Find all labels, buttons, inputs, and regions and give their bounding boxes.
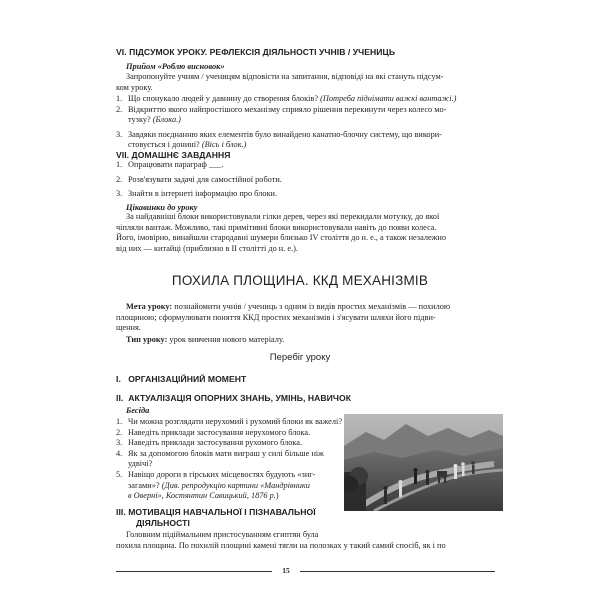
section-vii-heading: VII. ДОМАШНЄ ЗАВДАННЯ: [116, 150, 231, 160]
summary-question-1: 1. Що спонукало людей у давнину до створення блоків? (Потреба піднімати важкі вантажі.): [116, 94, 457, 103]
talk-question-3: 3. Наведіть приклади застосування рухомого блока.: [116, 438, 303, 448]
fun-facts-title: Цікавинки до уроку: [126, 203, 198, 212]
talk-question-4: 4. Як за допомогою блоків мати виграш у силі більше ніж удвічі?: [116, 448, 324, 469]
homework-item-2: 2. Розв'язувати задачі для самостійної роботи.: [116, 174, 282, 184]
summary-question-2: 2. Відкриттю якого найпростішого механізму сприяло рішення перекинути через колесо мо- тузку? (Блока.): [116, 104, 447, 125]
section-i-heading: I. ОРГАНІЗАЦІЙНИЙ МОМЕНТ: [116, 374, 247, 384]
section-iii-paragraph: Головним підіймальним пристосуванням єгиптян була похила площина. По похилій площині камені тягли на полозках у такий самий спосіб, як і по: [116, 530, 446, 550]
lesson-goal: Мета уроку: познайомити учнів / учениць з одним із видів простих механізмів — похилою площиною; сформулювати поняття ККД простих механізмів і з'ясувати шляхи його підви- щення.: [116, 302, 451, 333]
homework-item-1: 1. Опрацювати параграф ___.: [116, 160, 224, 169]
painting-travelers-in-auvergne: [344, 414, 503, 511]
homework-list: [116, 160, 491, 200]
lesson-title: ПОХИЛА ПЛОЩИНА. ККД МЕХАНІЗМІВ: [171, 273, 429, 288]
talk-questions: [116, 417, 340, 502]
summary-question-3: 3. Завдяки поєднанню яких елементів було винайдено канатно-блочну систему, що викори- стовується і донині? (Вісь і блок.): [116, 129, 442, 150]
talk-title: Бесіда: [126, 406, 150, 415]
talk-question-1: 1. Чи можна розглядати нерухомий і рухомий блоки як важелі?: [116, 417, 342, 426]
section-ii-heading: II. АКТУАЛІЗАЦІЯ ОПОРНИХ ЗНАНЬ, УМІНЬ, НАВИЧОК: [116, 393, 351, 403]
homework-item-3: 3. Знайти в інтернеті інформацію про блоки.: [116, 189, 278, 199]
painting-image: [344, 414, 503, 511]
lesson-type: Тип уроку: урок вивчення нового матеріалу.: [126, 335, 285, 344]
talk-question-2: 2. Наведіть приклади застосування нерухомого блока.: [116, 427, 311, 437]
intro-line-2: ком уроку.: [116, 82, 153, 92]
fun-facts-paragraph: За найдавніші блоки використовували гілки дерев, через які перекидали мотузку, до якої чіпляли вантаж. Можливо, такі примітивні блоки використовували навіть до появи колеса. Його, імовірно, винайшли стародавні шумери близько IV століття до н. е., а також незалежно від них — китайці (приблизно в II столітті до н. е.).: [116, 212, 446, 253]
page-number: 15: [282, 566, 290, 575]
talk-question-5: 5. Навіщо дороги в гірських місцевостях будують «зиг- загами»? (Див. репродукцію картини «Мандрівники в Оверні», Костянтин Савицький, 1876 р.): [116, 469, 316, 501]
section-vi-heading: VI. ПІДСУМОК УРОКУ. РЕФЛЕКСІЯ ДІЯЛЬНОСТІ УЧНІВ / УЧЕНИЦЬ: [116, 47, 396, 57]
footer-rule-right: [300, 571, 495, 572]
footer-rule-left: [116, 571, 272, 572]
technique-title: Прийом «Роблю висновок»: [126, 62, 225, 71]
lesson-progress-heading: Перебіг уроку: [269, 352, 331, 363]
section-vi-intro: [116, 72, 491, 93]
intro-line-1: Запропонуйте учням / ученицям відповісти на запитання, відповіді на які стануть підсум-: [126, 72, 444, 81]
summary-questions: [116, 94, 491, 151]
section-iii-heading: III. МОТИВАЦІЯ НАВЧАЛЬНОЇ І ПІЗНАВАЛЬНОЇ ДІЯЛЬНОСТІ: [116, 507, 316, 528]
